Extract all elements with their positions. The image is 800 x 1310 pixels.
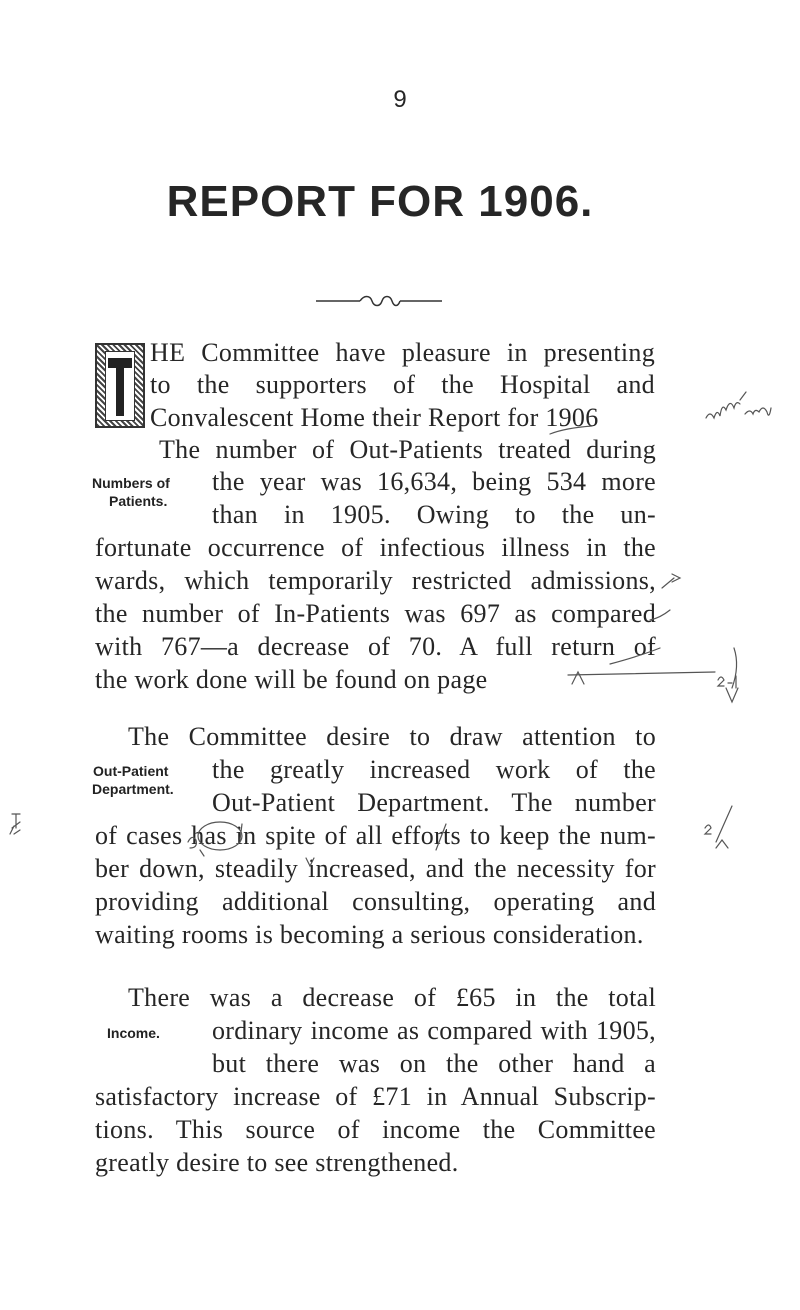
paragraph-1-line-7: fortunate occurrence of infectious illness in the [95, 533, 656, 562]
paragraph-2-line-7: waiting rooms is becoming a serious consideration. [95, 920, 644, 949]
margin-note-income: Income. [107, 1025, 160, 1041]
paragraph-1-line-4: The number of Out-Patients treated during [159, 435, 656, 464]
pencil-bracket [732, 648, 737, 688]
paragraph-2-line-4: of cases has in spite of all efforts to keep the num- [95, 821, 656, 850]
paragraph-1-line-9: the number of In-Patients was 697 as compared [95, 599, 656, 628]
paragraph-1-line-5: the year was 16,634, being 534 more [212, 467, 656, 496]
page-number: 9 [393, 86, 407, 113]
report-title: REPORT FOR 1906. [166, 177, 594, 226]
decorative-drop-cap-t [95, 343, 145, 428]
pencil-line-page-ref [568, 672, 715, 675]
pencil-stroke-admissions [662, 578, 674, 588]
margin-note-department: Department. [92, 781, 174, 797]
paragraph-3-line-4: satisfactory increase of £71 in Annual Subscrip- [95, 1082, 656, 1111]
pencil-right-2 [705, 825, 711, 834]
paragraph-2-line-3: Out-Patient Department. The number [212, 788, 656, 817]
pencil-scribble-staff [740, 392, 771, 415]
paragraph-2-line-5: ber down, steadily increased, and the necessity for [95, 854, 656, 883]
paragraph-1-line-3: Convalescent Home their Report for 1906 [150, 403, 599, 432]
paragraph-1-line-11: the work done will be found on page [95, 665, 488, 694]
pencil-right-caret [716, 840, 728, 848]
paragraph-3-line-5: tions. This source of income the Committee [95, 1115, 656, 1144]
paragraph-1-line-6: than in 1905. Owing to the un- [212, 500, 656, 529]
drop-cap-letter-shape [105, 351, 135, 421]
pencil-caret-page [572, 672, 584, 684]
paragraph-2-line-2: the greatly increased work of the [212, 755, 656, 784]
margin-note-patients: Patients. [109, 493, 168, 509]
pencil-page-ref-2-1 [718, 676, 736, 688]
paragraph-1-line-2: to the supporters of the Hospital and [150, 370, 655, 399]
pencil-right-slash [716, 806, 732, 842]
margin-note-out-patient: Out-Patient [93, 763, 169, 779]
paragraph-2-line-1: The Committee desire to draw attention to [128, 722, 656, 751]
paragraph-1-line-10: with 767—a decrease of 70. A full return of [95, 632, 656, 661]
paragraph-3-line-2: ordinary income as compared with 1905, [212, 1016, 656, 1045]
pencil-scribble-and [706, 403, 740, 418]
margin-note-numbers-of: Numbers of [92, 475, 170, 491]
paragraph-3-line-6: greatly desire to see strengthened. [95, 1148, 459, 1177]
pencil-caret-admissions [672, 574, 680, 582]
paragraph-1-line-1: HE Committee have pleasure in presenting [150, 338, 655, 367]
paragraph-3-line-3: but there was on the other hand a [212, 1049, 656, 1078]
paragraph-1-line-8: wards, which temporarily restricted admissions, [95, 566, 656, 595]
ornamental-divider [316, 295, 442, 307]
paragraph-2-line-6: providing additional consulting, operating and [95, 887, 656, 916]
pencil-left-mark [10, 814, 20, 834]
pencil-caret-right [726, 688, 738, 702]
paragraph-3-line-1: There was a decrease of £65 in the total [128, 983, 656, 1012]
